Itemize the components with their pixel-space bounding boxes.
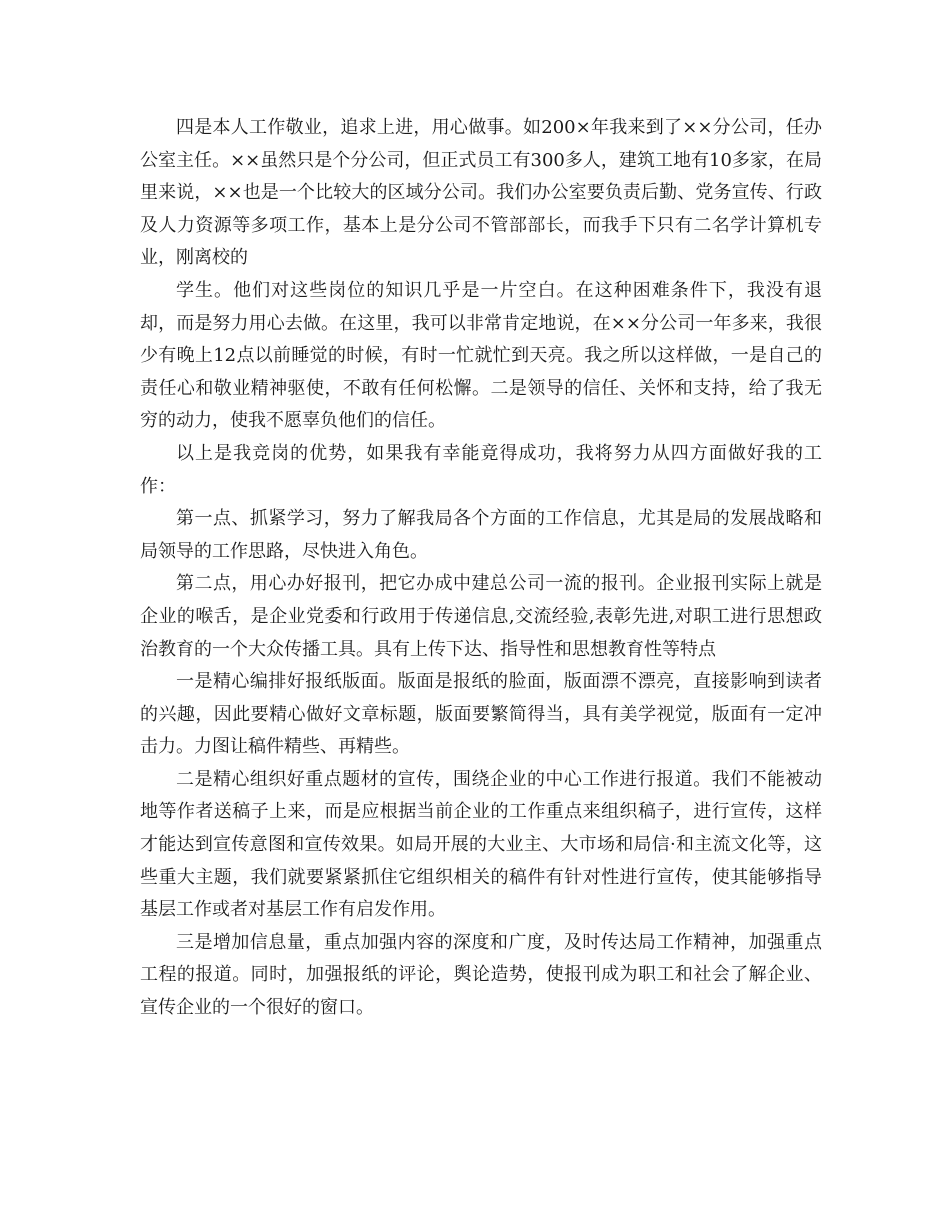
paragraph-7: 二是精心组织好重点题材的宣传，围绕企业的中心工作进行报道。我们不能被动地等作者送稿子上来，而是应根据当前企业的工作重点来组织稿子，进行宣传，这样才能达到宣传意图和宣传效果。如局开展的大业主、大市场和局信·和主流文化等，这些重大主题，我们就要紧紧抓住它组织相关的稿件有针对性进行宣传，使其能够指导基层工作或者对基层工作有启发作用。 bbox=[140, 768, 822, 921]
document-body bbox=[140, 112, 822, 1025]
paragraph-8: 三是增加信息量，重点加强内容的深度和广度，及时传达局工作精神，加强重点工程的报道。同时，加强报纸的评论，舆论造势，使报刊成为职工和社会了解企业、宣传企业的一个很好的窗口。 bbox=[140, 931, 822, 1019]
paragraph-6: 一是精心编排好报纸版面。版面是报纸的脸面，版面漂不漂亮，直接影响到读者的兴趣，因此要精心做好文章标题，版面要繁简得当，具有美学视觉，版面有一定冲击力。力图让稿件精些、再精些。 bbox=[140, 671, 822, 758]
paragraph-5: 第二点，用心办好报刊，把它办成中建总公司一流的报刊。企业报刊实际上就是企业的喉舌，是企业党委和行政用于传递信息,交流经验,表彰先进,对职工进行思想政治教育的一个大众传播工具。具有上传下达、指导性和思想教育性等特点 bbox=[140, 573, 822, 660]
paragraph-2: 学生。他们对这些岗位的知识几乎是一片空白。在这种困难条件下，我没有退却，而是努力用心去做。在这里，我可以非常肯定地说，在××分公司一年多来，我很少有晚上12点以前睡觉的时候，有时一忙就忙到天亮。我之所以这样做，一是自己的责任心和敬业精神驱使，不敢有任何松懈。二是领导的信任、关怀和支持，给了我无穷的动力，使我不愿辜负他们的信任。 bbox=[140, 279, 822, 432]
paragraph-3: 以上是我竞岗的优势，如果我有幸能竟得成功，我将努力从四方面做好我的工作： bbox=[140, 442, 822, 497]
paragraph-1: 四是本人工作敬业，追求上进，用心做事。如200×年我来到了××分公司，任办公室主任。××虽然只是个分公司，但正式员工有300多人，建筑工地有10多家，在局里来说，××也是一个比较大的区域分公司。我们办公室要负责后勤、党务宣传、行政及人力资源等多项工作，基本上是分公司不管部部长，而我手下只有二名学计算机专业，刚离校的 bbox=[140, 117, 822, 269]
paragraph-4: 第一点、抓紧学习，努力了解我局各个方面的工作信息，尤其是局的发展战略和局领导的工作思路，尽快进入角色。 bbox=[140, 508, 822, 562]
